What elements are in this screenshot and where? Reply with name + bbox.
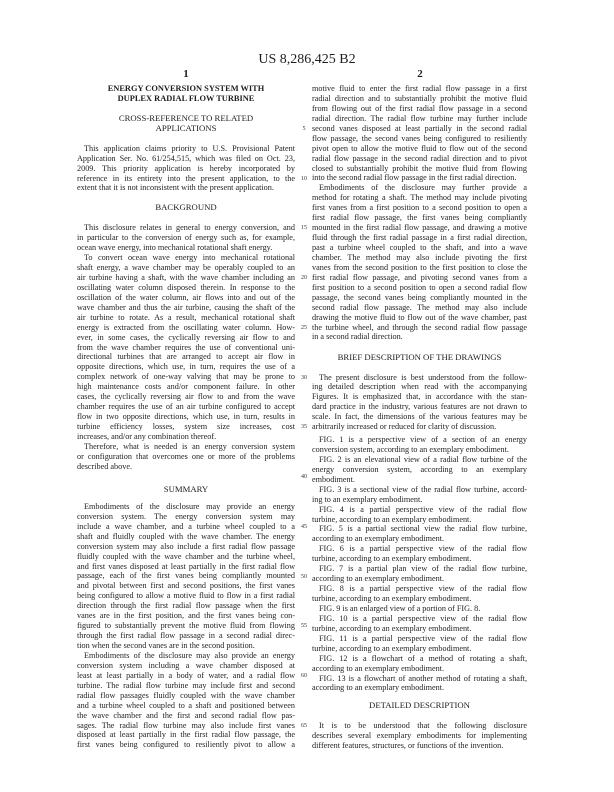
text-line: method for rotating a shaft. The method may include pivoting bbox=[312, 193, 527, 203]
text-line: drawing the motive fluid to flow out of the wave chamber, past bbox=[312, 312, 527, 322]
paragraph bbox=[312, 524, 527, 544]
text-line: direction through the first radial flow passage when the first bbox=[77, 601, 295, 611]
text-line: reference in its entirety into the present application, to the bbox=[77, 173, 295, 183]
text-line: FIG. 9 is an enlarged view of a portion of FIG. 8. bbox=[319, 603, 481, 613]
text-line: past a turbine wheel coupled to the shaft, and into a wave bbox=[312, 243, 527, 252]
text-line: describes several exemplary embodiments for implementing bbox=[312, 730, 527, 740]
text-line: This application claims priority to U.S. Provisional Patent bbox=[84, 143, 295, 153]
heading-line: BRIEF DESCRIPTION OF THE DRAWINGS bbox=[337, 351, 502, 362]
heading-line: ENERGY CONVERSION SYSTEM WITH bbox=[107, 84, 265, 93]
text-line: flow passage, the second vanes being configured to resiliently bbox=[312, 133, 527, 143]
text-line: FIG. 5 is a partial sectional view the radial flow turbine, bbox=[319, 524, 527, 534]
text-line: FIG. 6 is a partial perspective view of the radial flow bbox=[319, 544, 527, 554]
text-line: turbine, according to an exemplary embodiment. bbox=[312, 514, 472, 524]
text-line: opposite directions, which use, in turn, requires the use of a bbox=[77, 362, 295, 372]
text-line: include a wave chamber, and a turbine wheel coupled to a bbox=[77, 521, 295, 531]
paragraph bbox=[312, 604, 527, 614]
text-line: ing detailed description when read with the accompanying bbox=[312, 382, 527, 392]
text-line: according to an exemplary embodiment. bbox=[312, 574, 445, 584]
summary-continued-section bbox=[312, 84, 527, 342]
text-line: Embodiments of the disclosure may further provide a bbox=[319, 183, 527, 193]
text-line: mounted in the first radial flow passage, and drawing a motive bbox=[312, 223, 527, 233]
text-line: air turbine to rotate. As a result, mechanical rotational shaft bbox=[77, 312, 295, 322]
text-line: FIG. 12 is a flowchart of a method of rotating a shaft, bbox=[319, 653, 527, 663]
text-line: tion when the second vanes are in the second position. bbox=[77, 641, 255, 651]
text-line: Figures. It is emphasized that, in accordance with the stan- bbox=[312, 392, 527, 402]
right-column bbox=[312, 84, 527, 764]
paragraph bbox=[312, 674, 527, 694]
text-line: directional turbines that are arranged to accept air flow in bbox=[77, 352, 295, 362]
text-line: first vanes from a first position to a second position to open a bbox=[312, 203, 527, 213]
text-line: Application Ser. No. 61/254,515, which was filed on Oct. 23, bbox=[77, 153, 295, 163]
text-line: conversion system. The energy conversion system may bbox=[77, 511, 295, 521]
column-number-right: 2 bbox=[417, 68, 423, 80]
figure-list bbox=[312, 435, 527, 693]
text-line: the turbine wheel, and through the second radial flow passage bbox=[312, 322, 527, 332]
text-line: conversion system may also include a first radial flow passage bbox=[77, 541, 295, 551]
text-line: being configured to allow a motive fluid to flow in a first radial bbox=[77, 591, 295, 601]
paragraph bbox=[77, 253, 295, 442]
paragraph bbox=[77, 651, 295, 750]
text-line: air turbine having a shaft, with the wave chamber including an bbox=[77, 272, 295, 282]
margin-line-number: 15 bbox=[301, 225, 307, 232]
text-line: the wave chamber and the first and second radial flow pas- bbox=[77, 710, 295, 720]
text-line: radial flow passages fluidly coupled with the wave chamber bbox=[77, 690, 295, 700]
text-line: cases, the cyclically reversing air flow to and from the wave bbox=[77, 392, 295, 402]
text-line: according to an exemplary embodiment. bbox=[312, 683, 445, 693]
text-line: pivot open to allow the motive fluid to flow out of the second bbox=[312, 143, 527, 153]
text-line: described above. bbox=[77, 461, 133, 471]
paragraph bbox=[312, 183, 527, 342]
margin-line-number: 25 bbox=[301, 324, 307, 331]
text-line: It is to be understood that the following disclosure bbox=[319, 720, 527, 730]
summary-heading bbox=[77, 485, 295, 495]
text-line: ever, in some cases, the cyclically reversing air flow to and bbox=[77, 332, 295, 342]
heading-line: SUMMARY bbox=[163, 484, 209, 494]
margin-line-number: 55 bbox=[301, 623, 307, 630]
text-line: motive fluid to enter the first radial flow passage in a first bbox=[312, 84, 527, 93]
left-column bbox=[77, 84, 295, 764]
margin-line-number: 20 bbox=[301, 275, 307, 282]
paragraph bbox=[312, 544, 527, 564]
text-line: and first vanes disposed at least partially in the first radial flow bbox=[77, 561, 295, 571]
text-line: energy conversion system, according to an exemplary bbox=[312, 464, 527, 474]
patent-title bbox=[77, 84, 295, 104]
text-line: passage, the second vanes being compliantly mounted in the bbox=[312, 292, 527, 302]
paragraph bbox=[312, 584, 527, 604]
margin-line-number: 60 bbox=[301, 673, 307, 680]
text-line: according to an exemplary embodiment. bbox=[312, 534, 445, 544]
text-line: first radial flow passage, and pivoting second vanes from a bbox=[312, 272, 527, 282]
text-line: turbine, according to an exemplary embodiment. bbox=[312, 594, 472, 603]
margin-line-number: 35 bbox=[301, 424, 307, 431]
text-line: turbine, according to an exemplary embodiment. bbox=[312, 554, 472, 564]
text-line: and pivotal between first and second positions, the first vanes bbox=[77, 581, 295, 591]
margin-line-number: 45 bbox=[301, 523, 307, 530]
text-line: vanes from the second position to the first position to close the bbox=[312, 262, 527, 272]
text-line: flow in two opposite directions, which use, in turn, results in bbox=[77, 412, 295, 422]
text-line: FIG. 7 is a partial plan view of the radial flow turbine, bbox=[319, 564, 527, 574]
text-line: figured to substantially prevent the motive fluid from flowing bbox=[77, 621, 295, 631]
text-line: To convert ocean wave energy into mechanical rotational bbox=[84, 253, 295, 263]
text-line: This disclosure relates in general to energy conversion, and bbox=[84, 223, 295, 233]
paragraph bbox=[312, 373, 527, 433]
text-line: in particular to the conversion of energy such as, for example, bbox=[77, 233, 295, 243]
text-line: radial direction and to substantially prohibit the motive fluid bbox=[312, 93, 527, 103]
detailed-description-section bbox=[312, 721, 527, 751]
text-line: oscillating water column disposed therein. In response to the bbox=[77, 282, 295, 292]
margin-line-number: 30 bbox=[301, 374, 307, 381]
detailed-description-heading bbox=[312, 701, 527, 711]
text-line: into the second radial flow passage in the first radial direction. bbox=[312, 173, 517, 183]
paragraph bbox=[312, 564, 527, 584]
paragraph bbox=[312, 435, 527, 455]
text-line: conversion system, according to an exemplary embodiment. bbox=[312, 444, 509, 454]
text-line: radial flow passage in the second radial direction and to pivot bbox=[312, 153, 527, 163]
text-line: vanes are in the first position, and the first vanes being con- bbox=[77, 611, 295, 621]
text-line: oscillation of the water column, air flows into and out of the bbox=[77, 292, 295, 302]
text-line: FIG. 4 is a partial perspective view of the radial flow bbox=[319, 504, 527, 514]
heading-line: CROSS-REFERENCE TO RELATED bbox=[118, 112, 254, 123]
text-line: ing to an exemplary embodiment. bbox=[312, 494, 423, 504]
text-line: dard practice in the industry, various features are not drawn to bbox=[312, 402, 527, 412]
heading-line: DUPLEX RADIAL FLOW TURBINE bbox=[117, 93, 255, 103]
text-line: first radial flow passage, the first vanes being compliantly bbox=[312, 213, 527, 223]
text-line: increases, and/or any combination thereof. bbox=[77, 431, 217, 441]
text-line: from flowing out of the first radial flow passage in a second bbox=[312, 103, 527, 113]
text-line: turbine, according to an exemplary embodiment. bbox=[312, 643, 472, 653]
drawings-intro bbox=[312, 373, 527, 433]
text-line: disposed at least partially in the first radial flow passage, the bbox=[77, 730, 295, 740]
paragraph bbox=[77, 442, 295, 472]
text-line: ocean wave energy, into mechanical rotational shaft energy. bbox=[77, 243, 273, 253]
text-line: scale. In fact, the dimensions of the various features may be bbox=[312, 412, 527, 422]
text-line: passage, each of the first vanes being compliantly mounted bbox=[77, 571, 295, 581]
background-heading bbox=[77, 203, 295, 213]
patent-number: US 8,286,425 B2 bbox=[258, 52, 356, 67]
paragraph bbox=[77, 223, 295, 253]
text-line: sages. The radial flow turbine may also include first vanes bbox=[77, 720, 295, 730]
text-line: energy is extracted from the oscillating water column. How- bbox=[77, 322, 295, 332]
text-line: shaft energy, a wave chamber may be operably coupled to an bbox=[77, 263, 295, 273]
margin-line-number: 40 bbox=[301, 474, 307, 481]
heading-line: APPLICATIONS bbox=[155, 122, 217, 133]
text-line: according to an exemplary embodiment. bbox=[312, 663, 445, 673]
heading-line: DETAILED DESCRIPTION bbox=[369, 700, 470, 710]
heading-line: BACKGROUND bbox=[155, 202, 217, 213]
column-number-left: 1 bbox=[183, 68, 189, 80]
cross-reference-heading bbox=[77, 114, 295, 134]
text-line: FIG. 1 is a perspective view of a section of an energy bbox=[319, 435, 527, 444]
text-line: arbitrarily increased or reduced for clarity of discussion. bbox=[312, 422, 497, 432]
text-line: different features, structures, or functions of the invention. bbox=[312, 740, 504, 750]
margin-line-number: 10 bbox=[301, 175, 307, 182]
text-line: least at least partially in a body of water, and a radial flow bbox=[77, 670, 295, 680]
text-line: radial direction. The radial flow turbine may further include bbox=[312, 113, 527, 123]
text-line: Embodiments of the disclosure may also provide an energy bbox=[84, 650, 295, 660]
text-line: extent that it is not inconsistent with the present application. bbox=[77, 183, 274, 193]
text-line: fluidly coupled with the wave chamber and the turbine wheel, bbox=[77, 551, 295, 561]
text-line: closed to substantially prohibit the motive fluid from flowing bbox=[312, 163, 527, 173]
summary-section bbox=[77, 502, 295, 750]
paragraph bbox=[77, 502, 295, 651]
text-line: Embodiments of the disclosure may provide an energy bbox=[84, 501, 295, 511]
margin-line-number: 5 bbox=[302, 125, 306, 132]
text-line: FIG. 3 is a sectional view of the radial flow turbine, accord- bbox=[319, 484, 527, 494]
text-line: FIG. 2 is an elevational view of a radial flow turbine of the bbox=[319, 454, 527, 464]
text-line: fluid through the first radial passage in a first radial direction, bbox=[312, 233, 527, 243]
paragraph bbox=[312, 634, 527, 654]
text-line: embodiment. bbox=[312, 474, 355, 484]
paragraph bbox=[312, 485, 527, 505]
text-line: turbine. The radial flow turbine may include first and second bbox=[77, 680, 295, 690]
text-line: FIG. 10 is a partial perspective view of the radial flow bbox=[319, 613, 527, 623]
text-line: FIG. 8 is a partial perspective view of the radial flow bbox=[319, 584, 527, 594]
text-line: chamber requires the use of an air turbine configured to accept bbox=[77, 402, 295, 412]
text-line: turbine efficiency losses, system size increases, cost bbox=[77, 422, 295, 432]
text-line: The present disclosure is best understood from the follow- bbox=[319, 372, 527, 382]
paragraph bbox=[312, 455, 527, 485]
text-line: high maintenance costs and/or component failure. In other bbox=[77, 382, 295, 392]
paragraph bbox=[312, 614, 527, 634]
text-line: chamber. The method may also include pivoting the first bbox=[312, 252, 527, 262]
paragraph bbox=[77, 144, 295, 194]
text-line: from the wave chamber requires the use of conventional uni- bbox=[77, 342, 295, 352]
text-line: conversion system including a wave chamber disposed at bbox=[77, 660, 295, 670]
drawings-heading bbox=[312, 353, 527, 363]
text-line: and a turbine wheel coupled to a shaft and positioned between bbox=[77, 700, 295, 710]
text-line: in a second radial direction. bbox=[312, 332, 403, 342]
text-line: first position to a second position to open a second radial flow bbox=[312, 282, 527, 292]
text-line: Therefore, what is needed is an energy conversion system bbox=[84, 441, 295, 451]
paragraph bbox=[312, 654, 527, 674]
text-line: shaft and fluidly coupled with the wave chamber. The energy bbox=[77, 531, 295, 541]
text-line: wave chamber and thus the air turbine, causing the shaft of the bbox=[77, 302, 295, 312]
background-section bbox=[77, 223, 295, 471]
text-line: second vanes disposed at least partially in the second radial bbox=[312, 123, 527, 133]
text-line: FIG. 11 is a partial perspective view of the radial flow bbox=[319, 633, 527, 643]
paragraph bbox=[312, 84, 527, 183]
text-line: second radial flow passage. The method may also include bbox=[312, 302, 527, 312]
paragraph bbox=[312, 721, 527, 751]
line-number-gutter bbox=[298, 0, 310, 792]
text-line: FIG. 13 is a flowchart of another method of rotating a shaft, bbox=[319, 673, 527, 683]
text-line: first vanes being configured to resiliently pivot to allow a bbox=[77, 740, 295, 750]
text-line: or configuration that overcomes one or more of the problems bbox=[77, 451, 295, 461]
text-line: 2009. This priority application is hereby incorporated by bbox=[77, 163, 295, 173]
cross-reference-paragraph bbox=[77, 144, 295, 194]
text-line: turbine, according to an exemplary embodiment. bbox=[312, 623, 472, 633]
text-line: through the first radial flow passage in a second radial direc- bbox=[77, 631, 295, 641]
margin-line-number: 65 bbox=[301, 722, 307, 729]
margin-line-number: 50 bbox=[301, 573, 307, 580]
paragraph bbox=[312, 505, 527, 525]
text-line: complex network of one-way valving that may be prone to bbox=[77, 372, 295, 382]
